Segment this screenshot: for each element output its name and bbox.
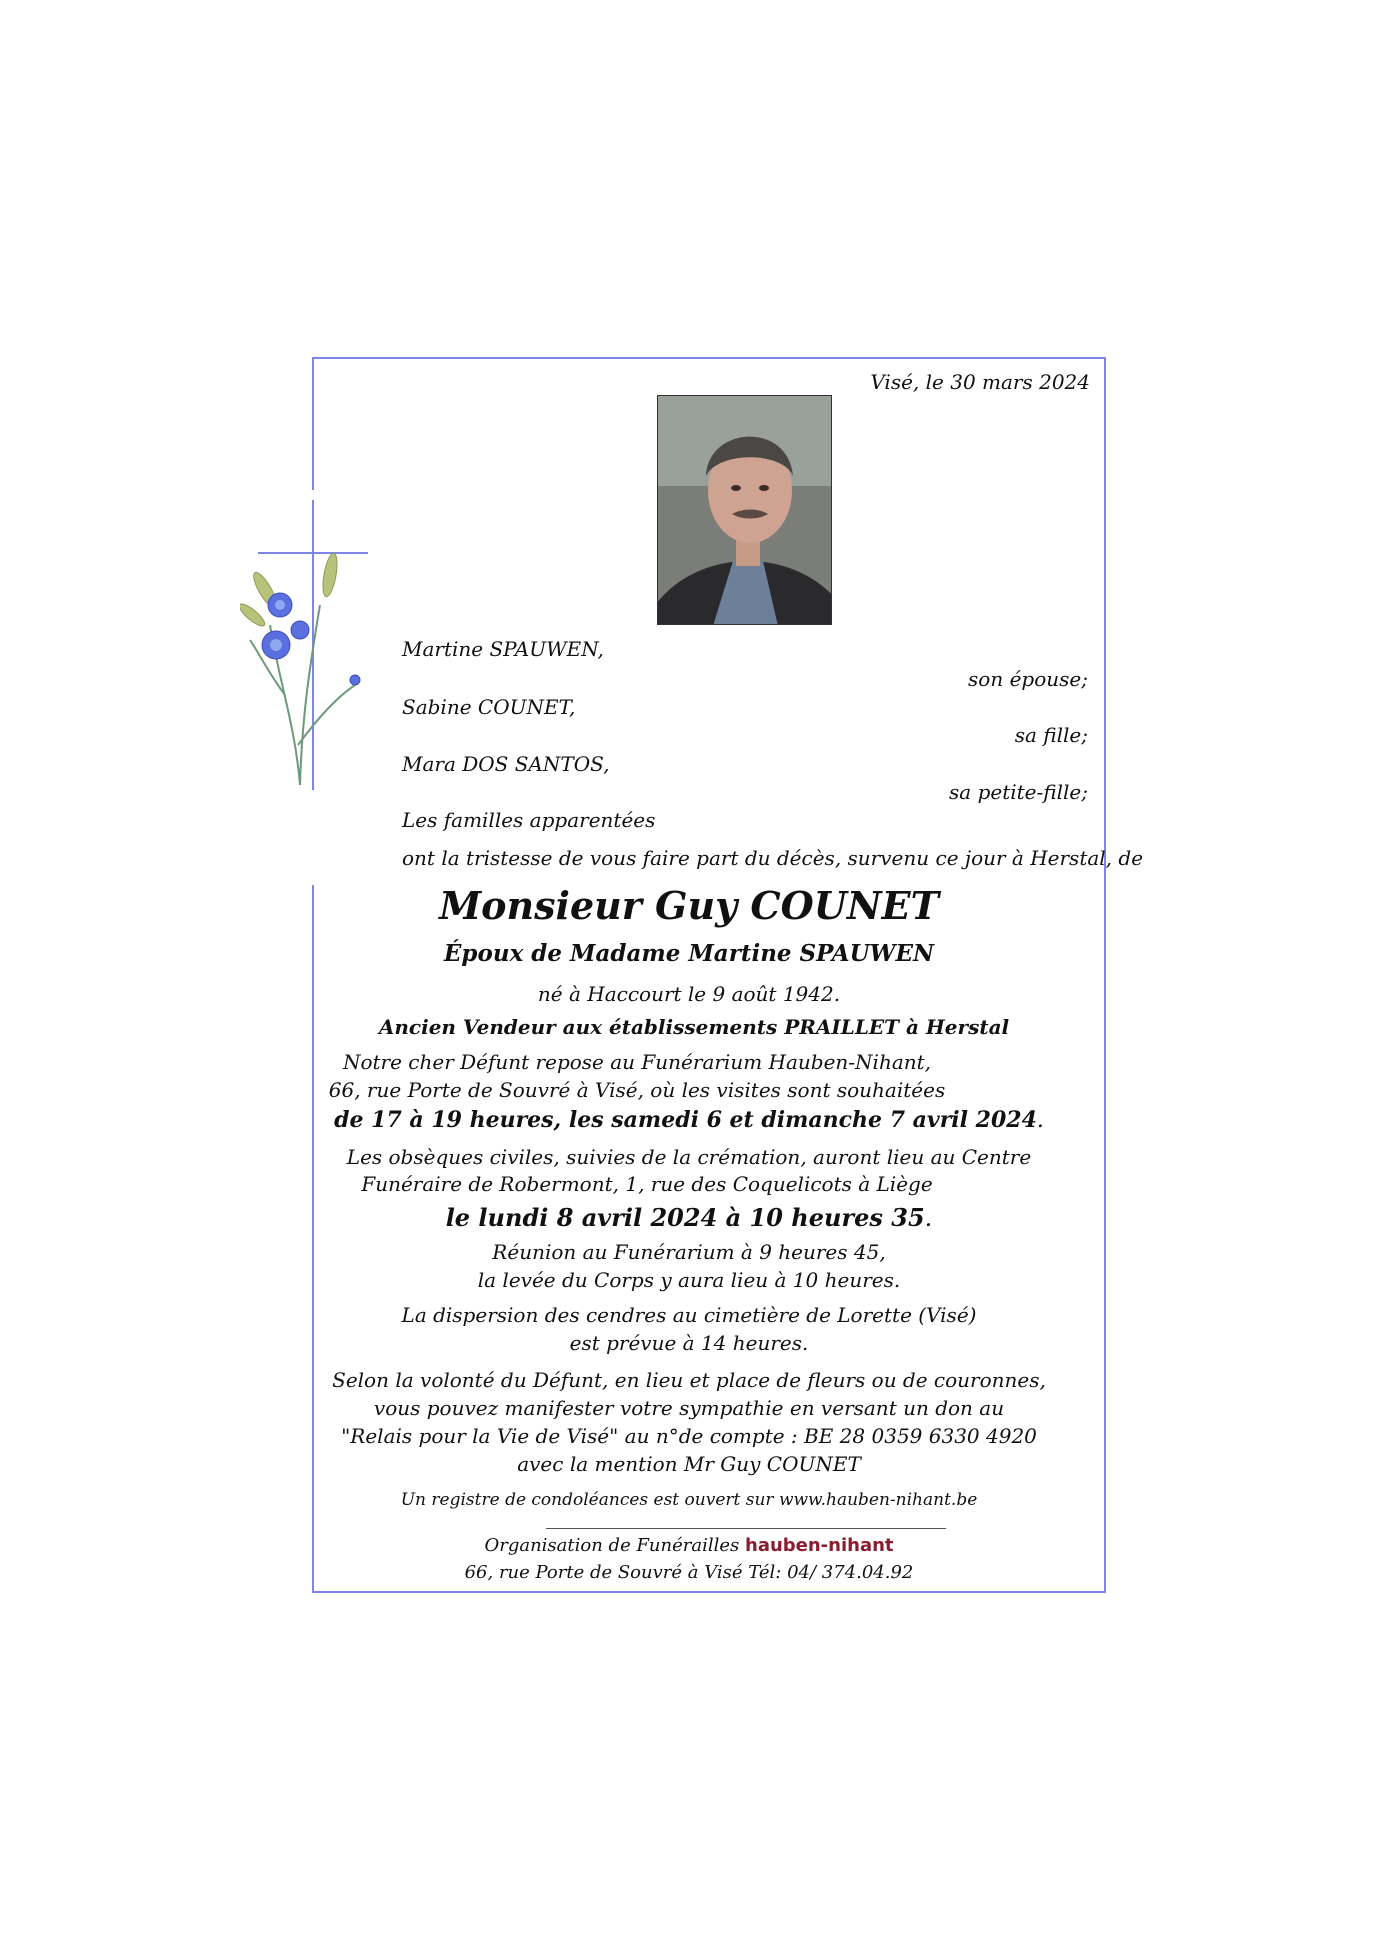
visits-times xyxy=(0,1107,1378,1133)
donation-line-2: vous pouvez manifester votre sympathie en versant un don au xyxy=(373,1396,1005,1420)
spouse-line: Époux de Madame Martine SPAUWEN xyxy=(443,940,935,967)
occupation-line: Ancien Vendeur aux établissements PRAILLET à Herstal xyxy=(378,1015,1010,1039)
ceremony-date-end: . xyxy=(924,1204,933,1232)
ceremony-date xyxy=(0,1203,1378,1232)
family-member-name: Martine SPAUWEN, xyxy=(402,637,604,661)
visits-line-2: 66, rue Porte de Souvré à Visé, où les visites sont souhaitées xyxy=(328,1078,946,1102)
family-member-relation: sa fille; xyxy=(1014,723,1088,747)
frame-gap xyxy=(306,790,320,885)
ceremony-meet-2: la levée du Corps y aura lieu à 10 heures. xyxy=(477,1268,901,1292)
family-member-relation: sa petite-fille; xyxy=(949,780,1088,804)
donation-line-4: avec la mention Mr Guy COUNET xyxy=(517,1452,861,1476)
footer-divider xyxy=(546,1528,946,1529)
deceased-name: Monsieur Guy COUNET xyxy=(439,883,939,928)
registry-line: Un registre de condoléances est ouvert sur www.hauben-nihant.be xyxy=(400,1490,978,1510)
donation-line-1: Selon la volonté du Défunt, en lieu et place de fleurs ou de couronnes, xyxy=(332,1368,1046,1392)
family-member-name: Sabine COUNET, xyxy=(402,695,576,719)
portrait-photo xyxy=(657,395,832,625)
birth-line: né à Haccourt le 9 août 1942. xyxy=(537,982,841,1006)
frame-gap xyxy=(306,490,320,500)
visits-line-1: Notre cher Défunt repose au Funérarium Hauben-Nihant, xyxy=(342,1050,932,1074)
ceremony-line-1: Les obsèques civiles, suivies de la crémation, auront lieu au Centre xyxy=(346,1145,1032,1169)
notice-date: Visé, le 30 mars 2024 xyxy=(870,370,1090,394)
families-line: Les familles apparentées xyxy=(402,808,656,832)
family-member-relation: son épouse; xyxy=(968,667,1088,691)
dispersion-line-1: La dispersion des cendres au cimetière de Lorette (Visé) xyxy=(401,1303,977,1327)
donation-line-3: "Relais pour la Vie de Visé" au n°de compte : BE 28 0359 6330 4920 xyxy=(341,1424,1037,1448)
ceremony-date-text: le lundi 8 avril 2024 à 10 heures 35 xyxy=(445,1203,925,1232)
cornflower-illustration xyxy=(240,545,380,795)
organizer-prefix: Organisation de Funérailles xyxy=(484,1535,745,1556)
ceremony-meet-1: Réunion au Funérarium à 9 heures 45, xyxy=(492,1240,886,1264)
dispersion-line-2: est prévue à 14 heures. xyxy=(569,1331,809,1355)
visits-times-text: de 17 à 19 heures, les samedi 6 et dimanche 7 avril 2024 xyxy=(334,1107,1037,1133)
funeral-home-logo: hauben-nihant xyxy=(745,1535,894,1556)
announcement-text: ont la tristesse de vous faire part du décès, survenu ce jour à Herstal, de xyxy=(402,846,1144,870)
organizer-line xyxy=(0,1535,1378,1556)
family-member-name: Mara DOS SANTOS, xyxy=(402,752,610,776)
footer-address: 66, rue Porte de Souvré à Visé Tél: 04/ 374.04.92 xyxy=(464,1562,914,1583)
visits-times-end: . xyxy=(1036,1108,1044,1133)
ceremony-line-2: Funéraire de Robermont, 1, rue des Coquelicots à Liège xyxy=(361,1172,933,1196)
